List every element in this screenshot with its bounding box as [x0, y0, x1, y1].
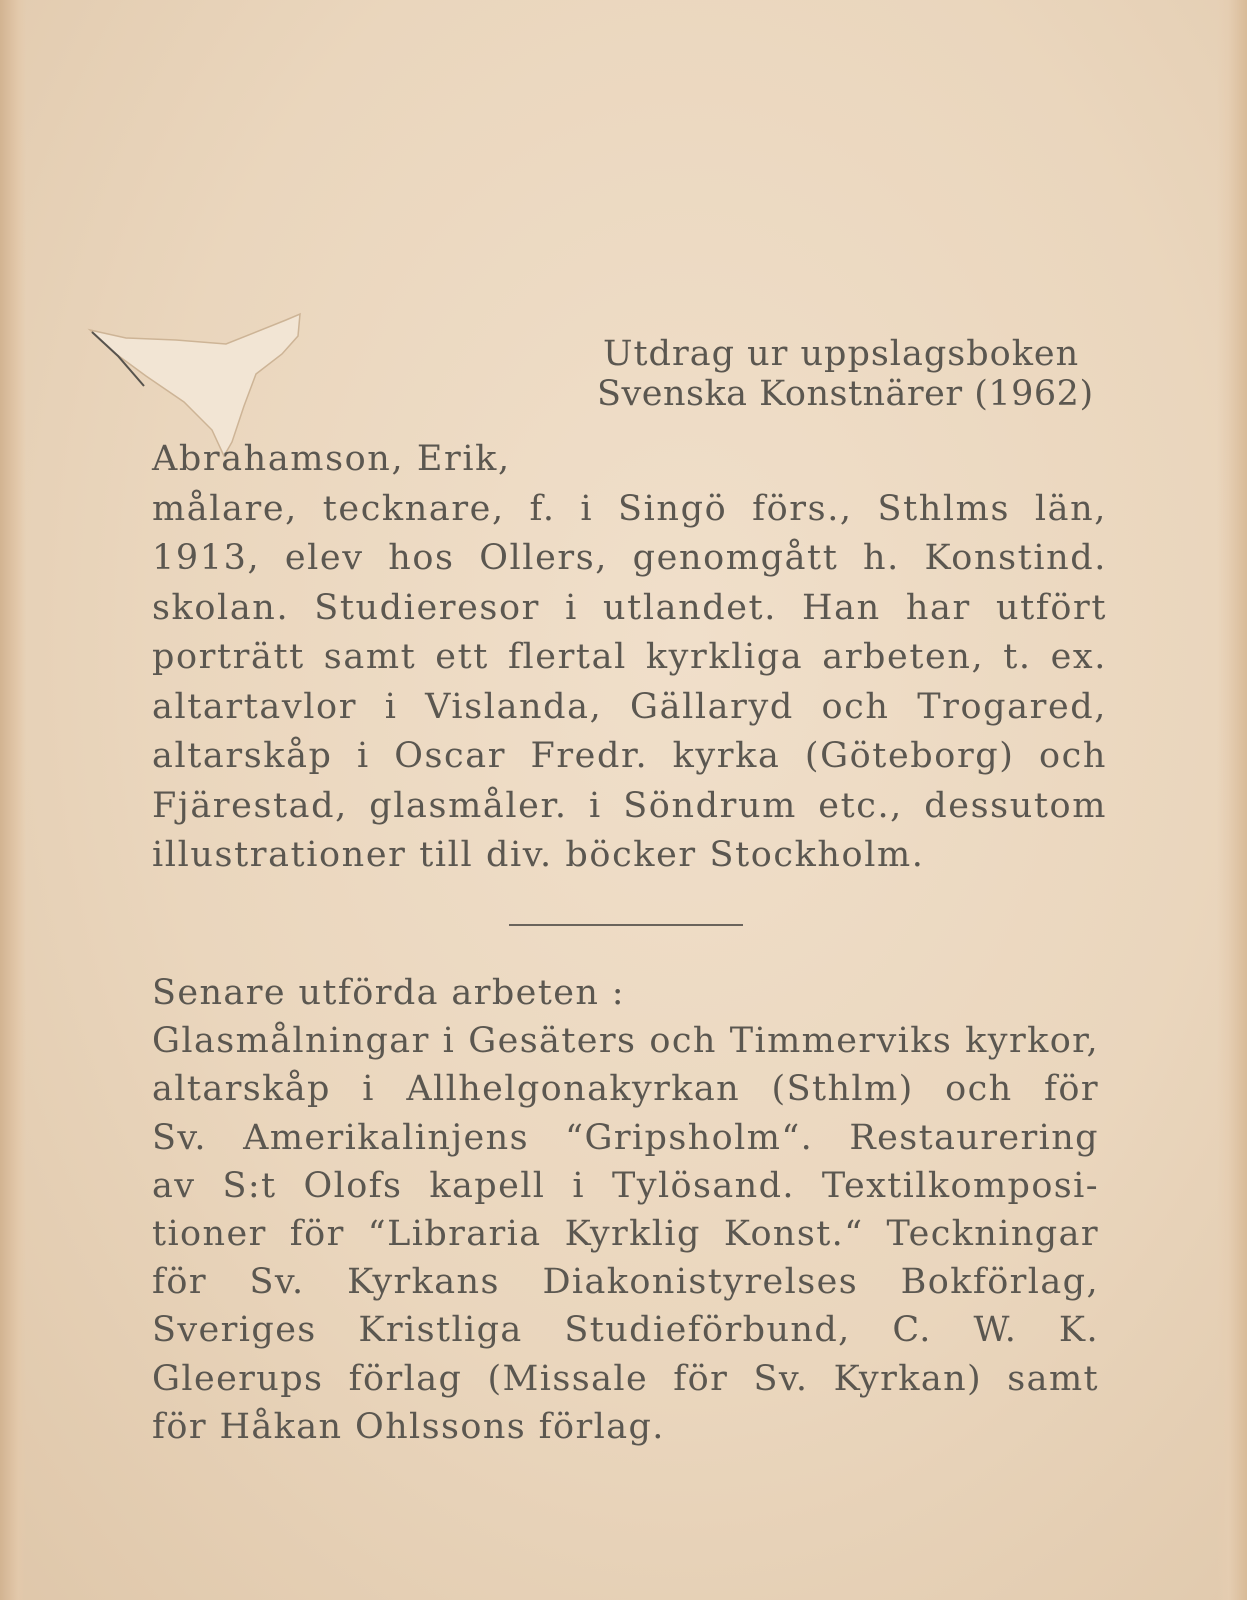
page-right-edge	[1217, 0, 1247, 1600]
later-works-line: Glasmålningar i Gesäters och Timmerviks kyrkor,	[152, 1021, 1099, 1062]
later-works-line: Senare utförda arbeten :	[152, 973, 625, 1013]
entry-line: skolan. Studieresor i utlandet. Han har utfört	[152, 587, 1107, 628]
later-works-line: av S:t Olofs kapell i Tylösand. Textilkomposi-	[152, 1165, 1099, 1206]
page-left-edge	[0, 0, 26, 1600]
entry-line: altartavlor i Vislanda, Gällaryd och Trogared,	[152, 686, 1107, 727]
later-works-line: Sv. Amerikalinjens “Gripsholm“. Restaurering	[152, 1117, 1099, 1158]
later-works-line: altarskåp i Allhelgonakyrkan (Sthlm) och för	[152, 1069, 1099, 1110]
later-works-line: för Sv. Kyrkans Diakonistyrelses Bokförlag,	[152, 1262, 1099, 1303]
later-works-line: Gleerups förlag (Missale för Sv. Kyrkan) samt	[152, 1358, 1099, 1399]
entry-line: Fjärestad, glasmåler. i Söndrum etc., dessutom	[152, 785, 1107, 826]
entry-line: 1913, elev hos Ollers, genomgått h. Konstind.	[152, 538, 1107, 578]
heading-line-2: Svenska Konstnärer (1962)	[597, 374, 1094, 414]
biography-entry	[152, 436, 1107, 882]
entry-line: illustrationer till div. böcker Stockholm.	[152, 835, 925, 875]
later-works-line: tioner för “Libraria Kyrklig Konst.“ Teckningar	[152, 1213, 1099, 1254]
heading-line-1: Utdrag ur uppslagsboken	[603, 334, 1080, 374]
entry-line: Abrahamson, Erik,	[152, 439, 511, 479]
entry-line: porträtt samt ett flertal kyrkliga arbeten, t. ex.	[152, 637, 1107, 677]
section-divider	[509, 924, 743, 926]
later-works-line: Sveriges Kristliga Studieförbund, C. W. K.	[152, 1310, 1099, 1351]
later-works-line: för Håkan Ohlssons förlag.	[152, 1406, 665, 1447]
entry-line: altarskåp i Oscar Fredr. kyrka (Göteborg) och	[152, 736, 1107, 776]
later-works-section	[152, 970, 1099, 1452]
entry-line: målare, tecknare, f. i Singö förs., Sthlms län,	[152, 488, 1107, 529]
